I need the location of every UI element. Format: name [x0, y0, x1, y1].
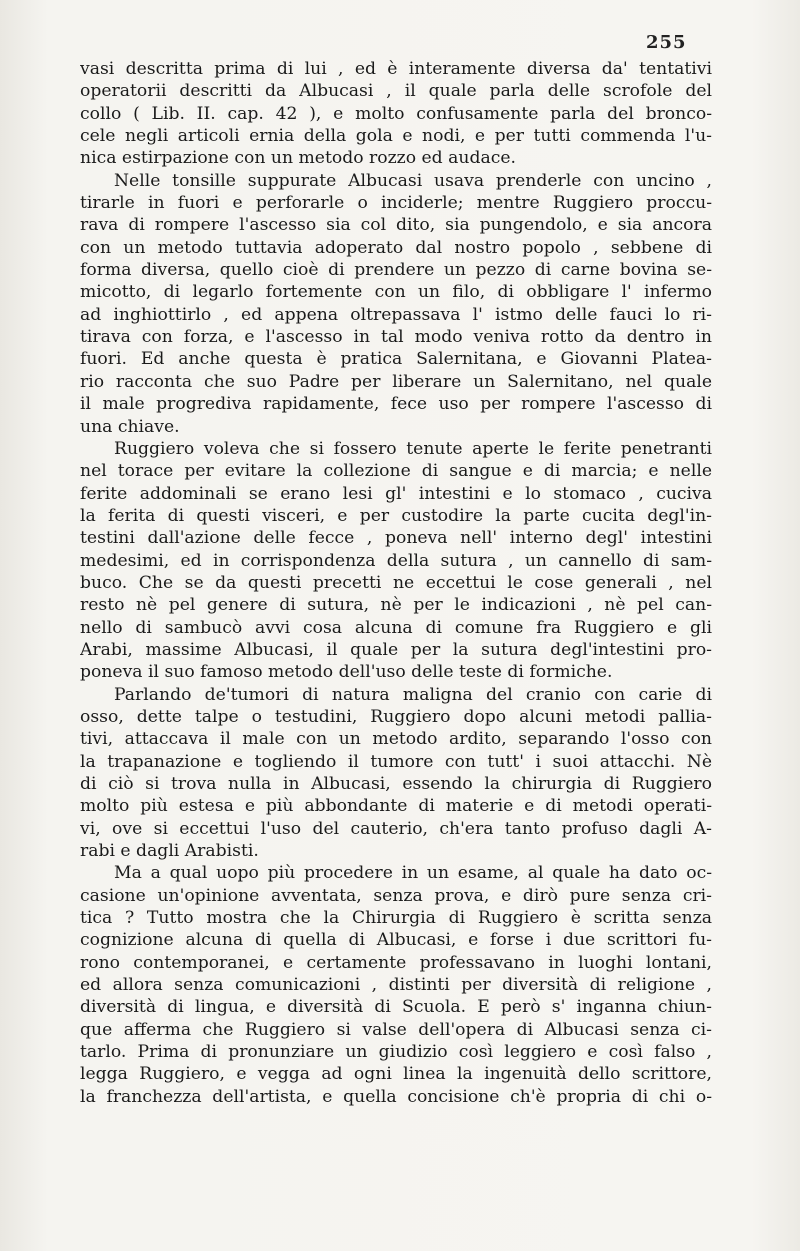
text-line: operatorii descritti da Albucasi , il quale parla delle scrofole del: [80, 81, 712, 102]
text-line: la ferita di questi visceri, e per custodire la parte cucita degl'in-: [80, 505, 712, 526]
page-number: 255: [646, 32, 687, 53]
text-line: Parlando de'tumori di natura maligna del cranio con carie di: [114, 684, 712, 705]
text-line: forma diversa, quello cioè di prendere un pezzo di carne bovina se-: [80, 260, 712, 281]
text-line: il male progrediva rapidamente, fece uso per rompere l'ascesso di: [80, 394, 712, 415]
text-line: tirava con forza, e l'ascesso in tal modo veniva rotto da dentro in: [80, 327, 712, 348]
text-line: di ciò si trova nulla in Albucasi, essendo la chirurgia di Ruggiero: [80, 774, 712, 794]
text-line: molto più estesa e più abbondante di materie e di metodi operati-: [80, 796, 712, 817]
text-line: cele negli articoli ernia della gola e nodi, e per tutti commenda l'u-: [80, 126, 712, 147]
text-line: con un metodo tuttavia adoperato dal nostro popolo , sebbene di: [80, 237, 712, 258]
text-line: rio racconta che suo Padre per liberare un Salernitano, nel quale: [80, 371, 712, 392]
text-line: Arabi, massime Albucasi, il quale per la sutura degl'intestini pro-: [80, 639, 712, 660]
text-line: Ruggiero voleva che si fossero tenute aperte le ferite penetranti: [114, 438, 712, 459]
body-text: [80, 58, 712, 1108]
text-line: tarlo. Prima di pronunziare un giudizio così leggiero e così falso ,: [80, 1042, 712, 1063]
text-line: medesimi, ed in corrispondenza della sutura , un cannello di sam-: [80, 550, 712, 571]
text-line: poneva il suo famoso metodo dell'uso delle teste di formiche.: [80, 662, 613, 683]
text-line: rono contemporanei, e certamente professavano in luoghi lontani,: [80, 952, 712, 973]
text-line: buco. Che se da questi precetti ne eccettui le cose generali , nel: [80, 572, 712, 593]
text-line: nica estirpazione con un metodo rozzo ed audace.: [80, 148, 516, 169]
text-line: tica ? Tutto mostra che la Chirurgia di Ruggiero è scritta senza: [80, 908, 712, 929]
text-line: vi, ove si eccettui l'uso del cauterio, ch'era tanto profuso dagli A-: [80, 818, 712, 839]
text-line: nel torace per evitare la collezione di sangue e di marcia; e nelle: [80, 461, 712, 482]
text-line: rabi e dagli Arabisti.: [80, 841, 259, 862]
text-line: una chiave.: [80, 416, 180, 437]
text-line: Nelle tonsille suppurate Albucasi usava prenderle con uncino ,: [114, 170, 712, 191]
text-line: la franchezza dell'artista, e quella concisione ch'è propria di chi o-: [80, 1086, 712, 1107]
text-line: vasi descritta prima di lui , ed è interamente diversa da' tentativi: [80, 59, 712, 79]
text-line: testini dall'azione delle fecce , poneva nell' interno degl' intestini: [80, 528, 712, 549]
text-line: tirarle in fuori e perforarle o inciderle; mentre Ruggiero proccu-: [80, 193, 712, 214]
text-line: legga Ruggiero, e vegga ad ogni linea la ingenuità dello scrittore,: [80, 1064, 712, 1085]
text-line: resto nè pel genere di sutura, nè per le indicazioni , nè pel can-: [80, 595, 712, 616]
text-line: ferite addominali se erano lesi gl' intestini e lo stomaco , cuciva: [80, 483, 712, 504]
text-line: diversità di lingua, e diversità di Scuola. E però s' inganna chiun-: [80, 997, 712, 1018]
text-line: Ma a qual uopo più procedere in un esame, al quale ha dato oc-: [114, 863, 712, 884]
text-line: micotto, di legarlo fortemente con un filo, di obbligare l' infermo: [80, 282, 712, 303]
text-line: la trapanazione e togliendo il tumore con tutt' i suoi attacchi. Nè: [80, 751, 712, 772]
text-line: casione un'opinione avventata, senza prova, e dirò pure senza cri-: [80, 885, 712, 906]
text-line: ed allora senza comunicazioni , distinti per diversità di religione ,: [80, 975, 712, 996]
text-line: tivi, attaccava il male con un metodo ardito, separando l'osso con: [80, 729, 712, 750]
text-line: collo ( Lib. II. cap. 42 ), e molto confusamente parla del bronco-: [80, 103, 712, 124]
text-line: ad inghiottirlo , ed appena oltrepassava l' istmo delle fauci lo ri-: [80, 304, 712, 325]
text-line: osso, dette talpe o testudini, Ruggiero dopo alcuni metodi pallia-: [80, 706, 712, 727]
text-line: nello di sambucò avvi cosa alcuna di comune fra Ruggiero e gli: [80, 617, 712, 638]
text-line: cognizione alcuna di quella di Albucasi, e forse i due scrittori fu-: [80, 930, 712, 951]
text-line: rava di rompere l'ascesso sia col dito, sia pungendolo, e sia ancora: [80, 215, 712, 236]
text-line: fuori. Ed anche questa è pratica Salernitana, e Giovanni Platea-: [80, 349, 712, 370]
text-line: que afferma che Ruggiero si valse dell'opera di Albucasi senza ci-: [80, 1019, 712, 1040]
